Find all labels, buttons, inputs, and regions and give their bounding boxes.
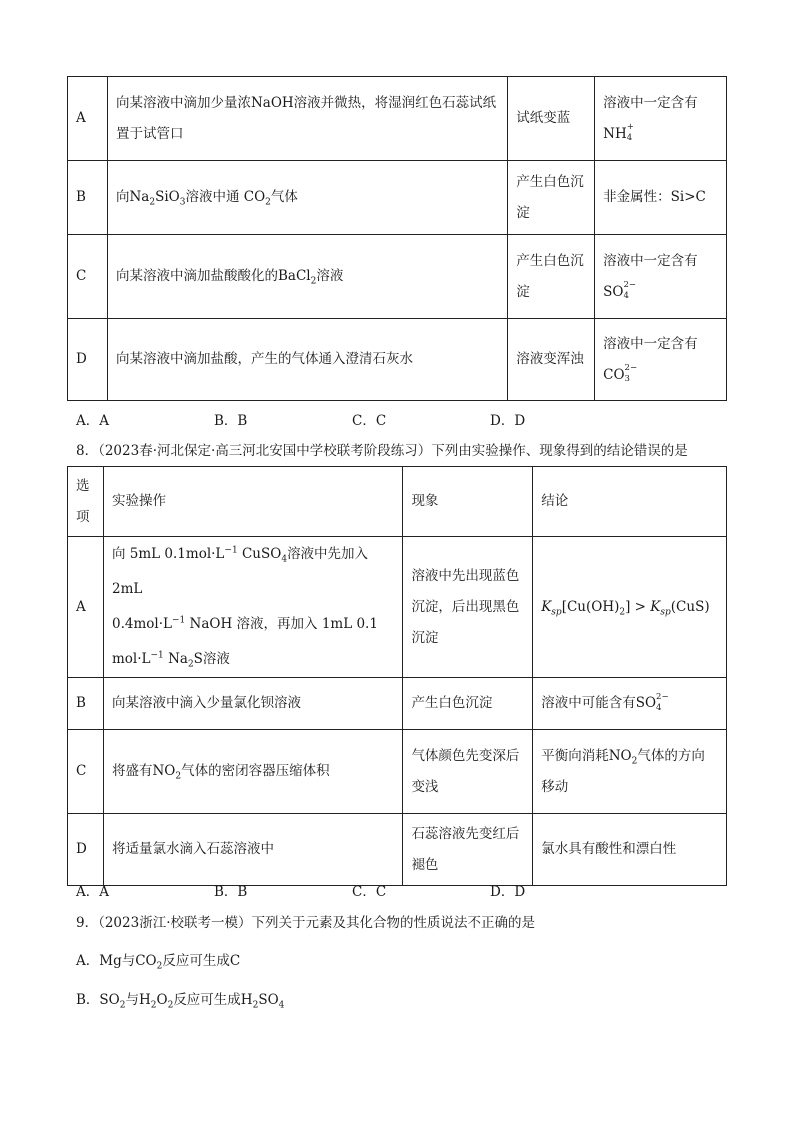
- phenomenon-cell: 产生白色沉淀: [403, 678, 533, 730]
- operation-cell: 向某溶液中滴加盐酸，产生的气体通入澄清石灰水: [107, 319, 507, 401]
- conclusion-cell: 溶液中一定含有 SO 2− 4: [595, 235, 727, 319]
- question-8-stem: 8．（2023春·河北保定·高三河北安国中学校联考阶段练习）下列由实验操作、现象得到的结论错误的是: [76, 443, 688, 459]
- operation-text: 向某溶液中滴加少量浓NaOH溶液并微热，将湿润红色石蕊试纸置于试管口: [115, 94, 497, 142]
- conclusion-cell: 非金属性：Si>C: [595, 161, 727, 235]
- phenomenon-cell: 试纸变蓝: [508, 77, 595, 161]
- operation-cell: 将盛有$NO_2$气体的密闭容器压缩体积: [103, 730, 402, 814]
- option-cell: B: [68, 161, 108, 235]
- conclusion-cell: $K_{sp}[Cu(OH)_2] > K_{sp}(CuS)$: [533, 537, 727, 678]
- table-row: [68, 161, 727, 235]
- table-row: [68, 235, 727, 319]
- option-cell: A: [68, 537, 104, 678]
- header-option: 选 项: [68, 467, 104, 537]
- table-row: [68, 77, 727, 161]
- conclusion-cell: 氯水具有酸性和漂白性: [533, 814, 727, 886]
- option-cell: C: [68, 235, 108, 319]
- header-operation: 实验操作: [103, 467, 402, 537]
- table-row: [68, 537, 727, 678]
- choice-b[interactable]: B．B: [214, 884, 248, 900]
- phenomenon-cell: 石蕊溶液先变红后褪色: [403, 814, 533, 886]
- question-9-stem: 9．（2023浙江·校联考一模）下列关于元素及其化合物的性质说法不正确的是: [76, 915, 535, 931]
- conclusion-cell: 溶液中一定含有 CO 2− 3: [595, 319, 727, 401]
- choice-a[interactable]: A．A: [76, 884, 109, 900]
- phenomenon-cell: 产生白色沉淀: [508, 161, 595, 235]
- choice-a[interactable]: A．A: [76, 413, 109, 429]
- choice-b[interactable]: B．B: [214, 413, 248, 429]
- phenomenon-cell: 溶液中先出现蓝色沉淀，后出现黑色沉淀: [403, 537, 533, 678]
- table-q8: [67, 466, 727, 886]
- conclusion-text: 溶液中一定含有: [603, 94, 698, 111]
- q9-option-b[interactable]: B．$SO_2$与$H_2O_2$反应可生成$H_2SO_4$: [76, 992, 285, 1011]
- phenomenon-cell: 溶液变浑浊: [508, 319, 595, 401]
- operation-cell: 向$Na_2SiO_3$溶液中通 $CO_2$气体: [107, 161, 507, 235]
- ion-formula: NH: [603, 125, 627, 142]
- conclusion-cell: [595, 77, 727, 161]
- table-row: [68, 319, 727, 401]
- answer-choices-q8: [76, 880, 628, 900]
- table-q7: [67, 76, 727, 401]
- q9-option-a[interactable]: A．Mg与$CO_2$反应可生成C: [76, 953, 241, 972]
- choice-c[interactable]: C．C: [352, 884, 387, 900]
- ion-charge: + 4: [626, 122, 634, 143]
- conclusion-cell: 溶液中可能含有SO 2− 4: [533, 678, 727, 730]
- phenomenon-cell: 产生白色沉淀: [508, 235, 595, 319]
- operation-cell: 向某溶液中滴入少量氯化钡溶液: [103, 678, 402, 730]
- operation-cell: [107, 77, 507, 161]
- operation-cell: 向 5mL $0.1mol\cdot L^{-1}$ CuSO$_4$溶液中先加入 2mL $0.4mol\cdot L^{-1}$ NaOH 溶液，再加入 1mL 0.1 $mol\cdot L^{-1}$ $Na_2S$溶液: [103, 537, 402, 678]
- operation-cell: 将适量氯水滴入石蕊溶液中: [103, 814, 402, 886]
- option-cell: D: [68, 814, 104, 886]
- table-header-row: [68, 467, 727, 537]
- phenomenon-cell: 气体颜色先变深后变浅: [403, 730, 533, 814]
- table-row: [68, 730, 727, 814]
- conclusion-cell: 平衡向消耗$NO_2$气体的方向移动: [533, 730, 727, 814]
- option-cell: D: [68, 319, 108, 401]
- table-row: [68, 678, 727, 730]
- option-cell: A: [68, 77, 108, 161]
- choice-d[interactable]: D．D: [490, 884, 526, 900]
- table-row: [68, 814, 727, 886]
- header-phenomenon: 现象: [403, 467, 533, 537]
- option-cell: B: [68, 678, 104, 730]
- answer-choices-q7: [76, 409, 628, 429]
- operation-cell: 向某溶液中滴加盐酸酸化的BaCl$_2$溶液: [107, 235, 507, 319]
- choice-d[interactable]: D．D: [490, 413, 526, 429]
- header-conclusion: 结论: [533, 467, 727, 537]
- choice-c[interactable]: C．C: [352, 413, 387, 429]
- option-cell: C: [68, 730, 104, 814]
